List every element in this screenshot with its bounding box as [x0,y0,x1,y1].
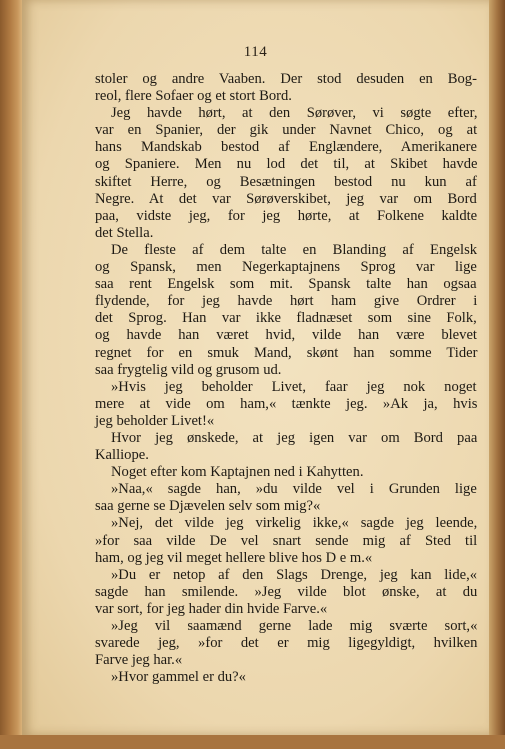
text-line: det Sprog. Han var ikke fladnæset som sine Folk, [95,310,477,327]
text-line: ham, og jeg vil meget hellere blive hos D e m.« [95,549,373,566]
text-line: flydende, for jeg havde hørt ham give Ordrer i [95,293,478,310]
text-line: regnet for en smuk Mand, skønt han somme Tider [95,344,478,361]
text-line: sagde han smilende. »Jeg vilde blot ønske, at du [95,583,478,600]
text-line: Noget efter kom Kaptajnen ned i Kahytten. [111,464,364,481]
text-line: »Du er netop af den Slags Drenge, jeg kan lide,« [111,566,478,583]
book-cover-edge [0,735,505,749]
text-line: »Hvis jeg beholder Livet, faar jeg nok noget [111,378,477,395]
text-line: Jeg havde hørt, at den Sørøver, vi søgte efter, [111,105,478,122]
text-line: reol, flere Sofaer og et stort Bord. [95,88,292,105]
text-line: »for saa vilde De vel snart sende mig af Sted til [95,532,478,549]
book-binding-edge [0,0,22,749]
text-line: De fleste af dem talte en Blanding af Engelsk [111,241,478,258]
text-line: det Stella. [95,224,154,241]
text-line: saa rent Engelsk som mit. Spansk talte han ogsaa [95,276,477,293]
text-line: mere at vide om ham,« tænkte jeg. »Ak ja, hvis [95,395,478,412]
text-line: »Jeg vil saamænd gerne lade mig sværte sort,« [111,618,478,634]
text-line: Kalliope. [95,447,149,464]
text-line: hans Mandskab bestod af Englændere, Amerikanere [95,139,477,156]
body-text [95,71,477,686]
text-line: »Hvor gammel er du?« [111,669,246,686]
text-line: Hvor jeg ønskede, at jeg igen var om Bord paa [111,429,478,446]
text-line: svarede jeg, »for det er mig ligegyldigt, hvilken [95,635,478,652]
text-line: Farve jeg har.« [95,652,183,669]
text-line: var en Spanier, der gik under Navnet Chico, og at [95,122,478,139]
text-line: »Naa,« sagde han, »du vilde vel i Grunden lige [111,481,477,498]
text-line: jeg beholder Livet!« [95,412,215,429]
text-line: og havde han været hvid, vilde han være blevet [95,327,477,344]
text-line: »Nej, det vilde jeg virkelig ikke,« sagde jeg leende, [111,515,478,532]
text-line: og Spansk, men Negerkaptajnens Sprog var lige [95,259,477,276]
text-line: stoler og andre Vaaben. Der stod desuden en Bog- [95,71,477,87]
text-line: Negre. At det var Sørøverskibet, jeg var om Bord [95,190,477,207]
page-stack-edge [489,0,505,749]
text-line: paa, vidste jeg, for jeg hørte, at Folkene kaldte [95,207,478,224]
text-line: og Spaniere. Men nu lod det til, at Skibet havde [95,156,478,173]
text-line: var sort, for jeg hader din hvide Farve.« [95,600,328,617]
text-line: skiftet Herre, og Besætningen bestod nu kun af [95,173,477,190]
text-line: saa frygtelig vild og grusom ud. [95,361,282,378]
text-line: saa gerne se Djævelen selv som mig?« [95,498,321,515]
page-number: 114 [243,44,268,60]
